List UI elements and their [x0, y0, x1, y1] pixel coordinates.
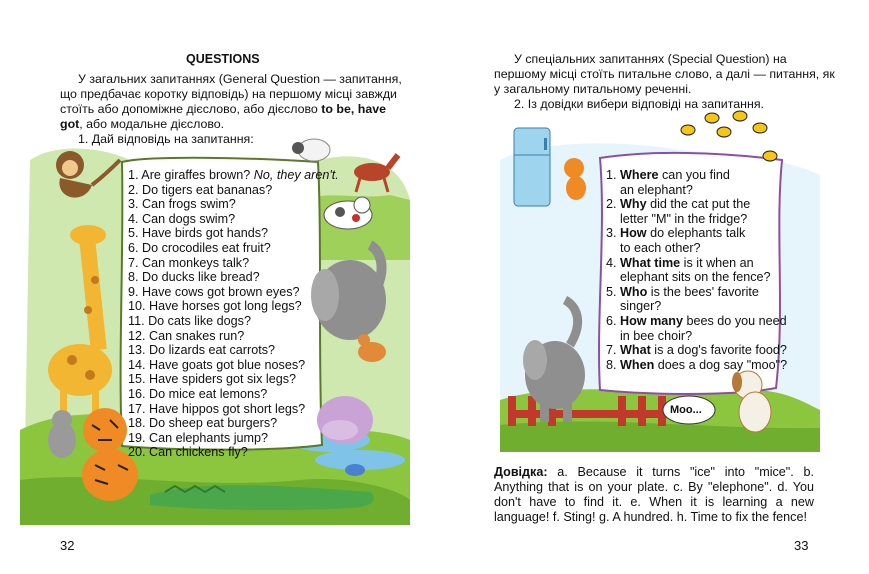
- task-label: 1. Дай відповідь на запитання:: [78, 132, 254, 146]
- question-item: 2. Why did the cat put the: [606, 197, 751, 212]
- question-item: 13. Do lizards eat carrots?: [128, 343, 275, 358]
- page-number: 32: [60, 538, 75, 553]
- page-left: [0, 0, 434, 574]
- question-item: 12. Can snakes run?: [128, 328, 245, 343]
- question-item: 5. Who is the bees' favorite: [606, 284, 759, 299]
- question-item: 14. Have goats got blue noses?: [128, 357, 306, 372]
- question-item: 5. Have birds got hands?: [128, 226, 269, 241]
- page-title: QUESTIONS: [186, 52, 260, 66]
- question-continuation: elephant sits on the fence?: [620, 270, 771, 285]
- speech-bubble-text: Moo...: [670, 404, 702, 416]
- intro-line: У спеціальних запитаннях (Special Question) на: [514, 52, 787, 66]
- question-item: 9. Have cows got brown eyes?: [128, 284, 300, 299]
- fridge-icon: [514, 128, 550, 206]
- question-continuation: letter "M" in the fridge?: [620, 211, 748, 226]
- question-continuation: singer?: [620, 299, 662, 314]
- question-item: 4. Can dogs swim?: [128, 211, 236, 226]
- question-item: 11. Do cats like dogs?: [128, 314, 251, 328]
- question-item: 18. Do sheep eat burgers?: [128, 416, 278, 431]
- question-continuation: to each other?: [620, 241, 701, 255]
- question-item: 2. Do tigers eat bananas?: [128, 182, 273, 197]
- question-item: 4. What time is it when an: [606, 255, 754, 270]
- page-number: 33: [794, 538, 809, 553]
- question-item: 3. How do elephants talk: [606, 226, 746, 241]
- question-item: 16. Do mice eat lemons?: [128, 387, 268, 401]
- intro-line: у загальному питальному реченні.: [494, 82, 692, 96]
- question-item: 8. Do ducks like bread?: [128, 270, 260, 285]
- question-item: 17. Have hippos got short legs?: [128, 401, 306, 416]
- question-item: 7. Can monkeys talk?: [128, 255, 250, 270]
- question-continuation: an elephant?: [620, 182, 693, 197]
- task-label: 2. Із довідки вибери відповіді на запитання.: [514, 97, 764, 111]
- question-item: 6. How many bees do you need: [606, 314, 787, 328]
- question-item: 6. Do crocodiles eat fruit?: [128, 241, 271, 255]
- example-question: 1. Are giraffes brown? No, they aren't.: [128, 168, 339, 182]
- intro-line: що предбачає коротку відповідь) на першому місці завжди: [60, 87, 397, 101]
- question-continuation: in bee choir?: [620, 328, 693, 343]
- question-item: 20. Can chickens fly?: [128, 445, 248, 460]
- question-item: 1. Where can you find: [606, 168, 730, 182]
- intro-line: першому місці стоїть питальне слово, а далі — питання, як: [494, 67, 835, 81]
- question-item: 7. What is a dog's favorite food?: [606, 343, 787, 358]
- question-item: 19. Can elephants jump?: [128, 430, 269, 445]
- question-item: 8. When does a dog say "moo"?: [606, 357, 788, 372]
- question-item: 3. Can frogs swim?: [128, 197, 236, 212]
- intro-line: стоїть або допоміжне дієслово, або дієслово to be, have: [60, 102, 387, 116]
- intro-line: got, або модальне дієслово.: [60, 117, 225, 131]
- hint-box: Довідка: a. Because it turns "ice" into "mice". b. Anything that is on your plate. c. By "elephone". d. You don't have to find it. e. When it is learning a new language! f. Sting! g. A hundred. h. Time to fix the fence!: [494, 465, 814, 524]
- question-item: 15. Have spiders got six legs?: [128, 372, 297, 387]
- intro-line: У загальних запитаннях (General Question — запитання,: [78, 72, 402, 86]
- question-item: 10. Have horses got long legs?: [128, 299, 302, 314]
